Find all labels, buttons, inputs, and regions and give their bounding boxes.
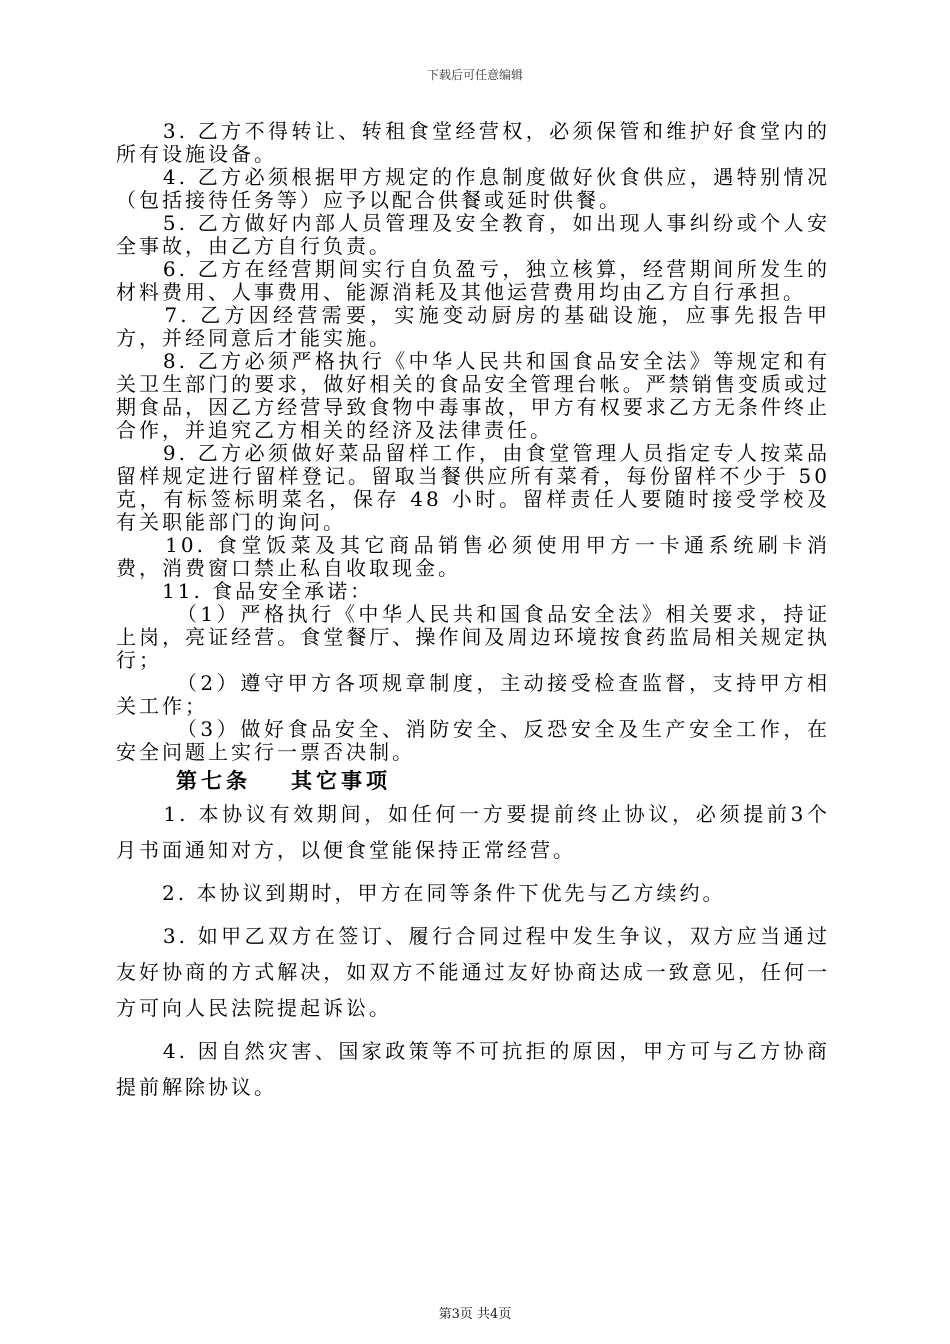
document-body (116, 120, 830, 1112)
clause-7-item-4: 4. 因自然灾害、国家政策等不可抗拒的原因，甲方可与乙方协商提前解除协议。 (116, 1039, 830, 1099)
clause-7-item-3: 3. 如甲乙双方在签订、履行合同过程中发生争议，双方应当通过友好协商的方式解决，如双方不能通过友好协商达成一致意见，任何一方可向人民法院提起诉讼。 (116, 924, 830, 1020)
clause-6-item-6: 6. 乙方在经营期间实行自负盈亏，独立核算，经营期间所发生的材料费用、人事费用、能源消耗及其他运营费用均由乙方自行承担。 (116, 257, 830, 304)
page-number-footer: 第3页 共4页 (438, 1307, 512, 1322)
page-header-watermark: 下载后可任意编辑 (426, 68, 523, 82)
clause-6-item-11: 11. 食品安全承诺： (116, 579, 374, 603)
food-safety-pledge-3: （3）做好食品安全、消防安全、反恐安全及生产安全工作，在安全问题上实行一票否决制。 (116, 717, 830, 764)
section-title: 其它事项 (291, 768, 391, 793)
clause-6-item-7: 7. 乙方因经营需要，实施变动厨房的基础设施，应事先报告甲方，并经同意后才能实施。 (116, 303, 830, 350)
clause-6-item-5: 5. 乙方做好内部人员管理及安全教育，如出现人事纠纷或个人安全事故，由乙方自行负责。 (116, 211, 830, 258)
clause-7-item-2: 2. 本协议到期时，甲方在同等条件下优先与乙方续约。 (116, 881, 726, 905)
section-heading (116, 766, 830, 796)
section-number: 第七条 (176, 768, 251, 793)
clause-6-item-4: 4. 乙方必须根据甲方规定的作息制度做好伙食供应，遇特别情况（包括接待任务等）应予以配合供餐或延时供餐。 (116, 165, 830, 212)
clause-7-item-1: 1. 本协议有效期间，如任何一方要提前终止协议，必须提前3个月书面通知对方，以便食堂能保持正常经营。 (116, 802, 830, 862)
clause-6-item-3: 3. 乙方不得转让、转租食堂经营权，必须保管和维护好食堂内的所有设施设备。 (116, 119, 830, 166)
clause-6-item-8: 8. 乙方必须严格执行《中华人民共和国食品安全法》等规定和有关卫生部门的要求，做好相关的食品安全管理台帐。严禁销售变质或过期食品，因乙方经营导致食物中毒事故，甲方有权要求乙方无条件终止合作，并追究乙方相关的经济及法律责任。 (116, 349, 830, 442)
clause-6-item-9: 9. 乙方必须做好菜品留样工作，由食堂管理人员指定专人按菜品留样规定进行留样登记。留取当餐供应所有菜肴，每份留样不少于 50 克，有标签标明菜名，保存 48 小时。留样责任人要随时接受学校及有关职能部门的询问。 (116, 441, 830, 534)
food-safety-pledge-1: （1）严格执行《中华人民共和国食品安全法》相关要求，持证上岗，亮证经营。食堂餐厅、操作间及周边环境按食药监局相关规定执行； (116, 602, 830, 672)
clause-6-item-10: 10. 食堂饭菜及其它商品销售必须使用甲方一卡通系统刷卡消费，消费窗口禁止私自收取现金。 (116, 533, 830, 580)
food-safety-pledge-2: （2）遵守甲方各项规章制度，主动接受检查监督，支持甲方相关工作； (116, 671, 830, 718)
